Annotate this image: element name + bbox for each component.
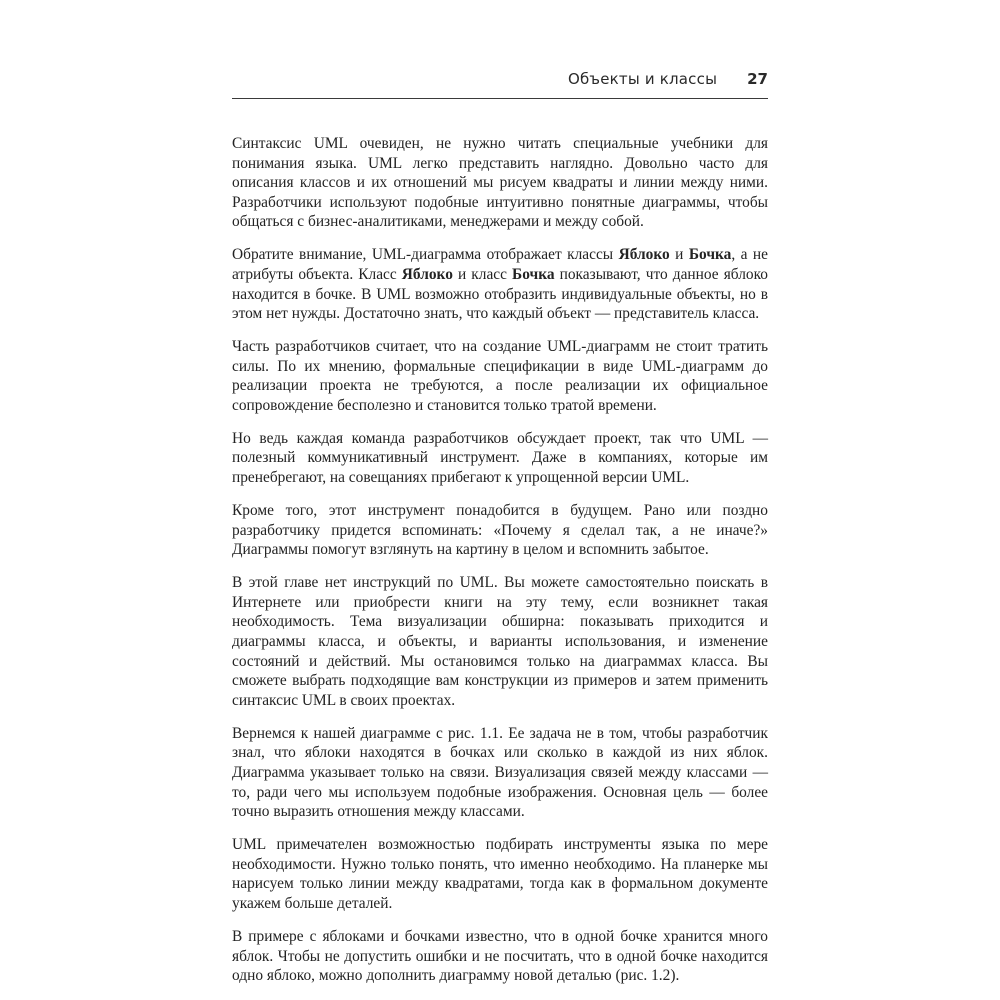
paragraph (232, 134, 768, 232)
text-run: показывают, что данное яблоко находится в бочке. В UML возможно отобразить индивидуальные объекты, но в этом нет нужды. Достаточно знать, что каждый объект — представитель класса. (232, 265, 768, 323)
text-run: Обратите внимание, UML-диаграмма отображает классы (232, 246, 619, 264)
bold-term: Бочка (688, 246, 732, 264)
bold-term: Яблоко (618, 246, 670, 264)
page-number: 27 (747, 70, 768, 88)
text-run: Часть разработчиков считает, что на создание UML-диаграмм не стоит тратить силы. По их мнению, формальные спецификации в виде UML-диаграмм до реализации проекта не требуются, а после реализации их официальное сопровождение бесполезно и становится только тратой времени. (232, 338, 768, 414)
text-run: , а не атрибуты объекта. Класс (232, 246, 768, 283)
body-text (232, 134, 768, 986)
paragraph (232, 429, 768, 488)
paragraph (232, 835, 768, 913)
paragraph (232, 501, 768, 560)
text-run: Синтаксис UML очевиден, не нужно читать специальные учебники для понимания языка. UML легко представить наглядно. Довольно часто для описания классов и их отношений мы рисуем квадраты и линии между ними. Разработчики используют подобные интуитивно понятные диаграммы, чтобы общаться с бизнес-аналитиками, менеджерами и между собой. (232, 135, 768, 231)
text-run: В примере с яблоками и бочками известно, что в одной бочке хранится много яблок. Чтобы не допустить ошибки и не посчитать, что в одной бочке находится одно яблоко, можно дополнить диаграмму новой деталью (рис. 1.2). (232, 927, 768, 985)
text-run: В этой главе нет инструкций по UML. Вы можете самостоятельно поискать в Интернете или приобрести книги на эту тему, если возникнет такая необходимость. Тема визуализации обширна: показывать приходится и диаграммы класса, и объекты, и варианты использования, и изменение состояний и действий. Мы остановимся только на диаграммах класса. Вы сможете выбрать подходящие вам конструкции из примеров и затем применить синтаксис UML в своих проектах. (232, 574, 768, 709)
text-run: UML примечателен возможностью подбирать инструменты языка по мере необходимости. Нужно только понять, что именно необходимо. На планерке мы нарисуем только линии между квадратами, тогда как в формальном документе укажем больше деталей. (232, 836, 768, 912)
paragraph (232, 245, 768, 323)
text-run: Вернемся к нашей диаграмме с рис. 1.1. Ее задача не в том, чтобы разработчик знал, что яблоки находятся в бочках или сколько в каждой из них яблок. Диаграмма указывает только на связи. Визуализация связей между классами — то, ради чего мы используем подобные изображения. Основная цель — более точно выразить отношения между классами. (232, 724, 768, 821)
text-run: Кроме того, этот инструмент понадобится в будущем. Рано или поздно разработчику придется вспоминать: «Почему я сделал так, а не иначе?» Диаграммы помогут взглянуть на картину в целом и вспомнить забытое. (232, 502, 768, 559)
text-run: Но ведь каждая команда разработчиков обсуждает проект, так что UML — полезный коммуникативный инструмент. Даже в компаниях, которые им пренебрегают, на совещаниях прибегают к упрощенной версии UML. (232, 429, 768, 487)
book-page (232, 70, 768, 999)
bold-term: Бочка (512, 265, 555, 283)
bold-term: Яблоко (401, 265, 453, 283)
header-rule (232, 98, 768, 99)
paragraph (232, 724, 768, 822)
text-run: и (669, 246, 689, 264)
paragraph (232, 337, 768, 415)
text-run: и класс (452, 265, 513, 283)
running-head (232, 70, 768, 96)
paragraph (232, 573, 768, 710)
paragraph (232, 927, 768, 986)
chapter-title: Объекты и классы (567, 70, 718, 88)
